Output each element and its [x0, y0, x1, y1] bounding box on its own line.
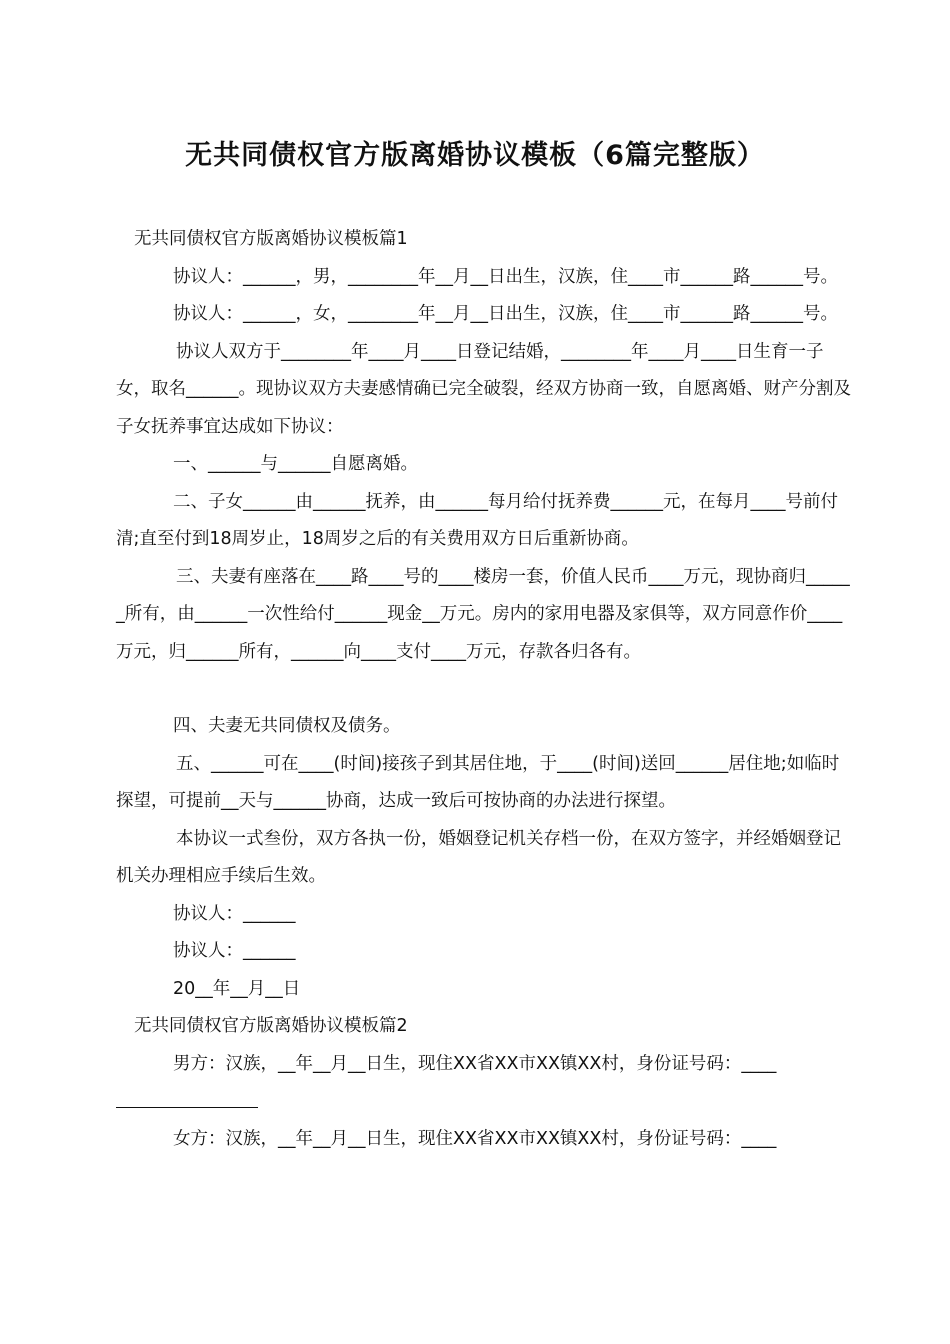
- clause-3: 三、夫妻有座落在____路____号的____楼房一套，价值人民币____万元，现协商归______所有，由______一次性给付______现金__万元。房内的家用电器及家俱等，双方同意作价____万元，归______所有，______向____支付____万元，存款各归各有。: [116, 566, 850, 662]
- id-number-blank: [116, 1083, 258, 1108]
- signature-line-2: 协议人：______: [173, 941, 296, 961]
- document-title: 无共同债权官方版离婚协议模板（6篇完整版）: [185, 140, 765, 171]
- man-info: 男方：汉族，__年__月__日生，现住XX省XX市XX镇XX村，身份证号码：____: [173, 1053, 777, 1074]
- intro-paragraph: 协议人双方于________年____月____日登记结婚，________年____月____日生育一子女，取名______。现协议双方夫妻感情确已完全破裂，经双方协商一致，自愿离婚、财产分割及子女抚养事宜达成如下协议：: [116, 341, 851, 437]
- party-paragraph-2: 协议人：______，女，________年__月__日出生，汉族，住____市______路______号。: [173, 304, 838, 324]
- closing-paragraph: 本协议一式叁份，双方各执一份，婚姻登记机关存档一份，在双方签字，并经婚姻登记机关办理相应手续后生效。: [116, 828, 841, 886]
- clause-1: 一、______与______自愿离婚。: [173, 454, 418, 474]
- clause-2: 二、子女______由______抚养，由______每月给付抚养费______元，在每月____号前付清;直至付到18周岁止，18周岁之后的有关费用双方日后重新协商。: [116, 491, 838, 549]
- section-heading-2: 无共同债权官方版离婚协议模板篇2: [134, 1016, 408, 1036]
- clause-4: 四、夫妻无共同债权及债务。: [173, 716, 401, 736]
- signature-line-1: 协议人：______: [173, 903, 296, 924]
- section-heading-1: 无共同债权官方版离婚协议模板篇1: [134, 229, 408, 249]
- signature-date: 20__年__月__日: [173, 978, 301, 999]
- document-body: [116, 221, 852, 1159]
- party-paragraph-1: 协议人：______，男，________年__月__日出生，汉族，住____市______路______号。: [173, 266, 838, 287]
- woman-info: 女方：汉族，__年__月__日生，现住XX省XX市XX镇XX村，身份证号码：____: [173, 1129, 777, 1149]
- clause-5: 五、______可在____(时间)接孩子到其居住地，于____(时间)送回______居住地;如临时探望，可提前__天与______协商，达成一致后可按协商的办法进行探望。: [116, 753, 840, 811]
- paragraph-gap: [116, 671, 852, 708]
